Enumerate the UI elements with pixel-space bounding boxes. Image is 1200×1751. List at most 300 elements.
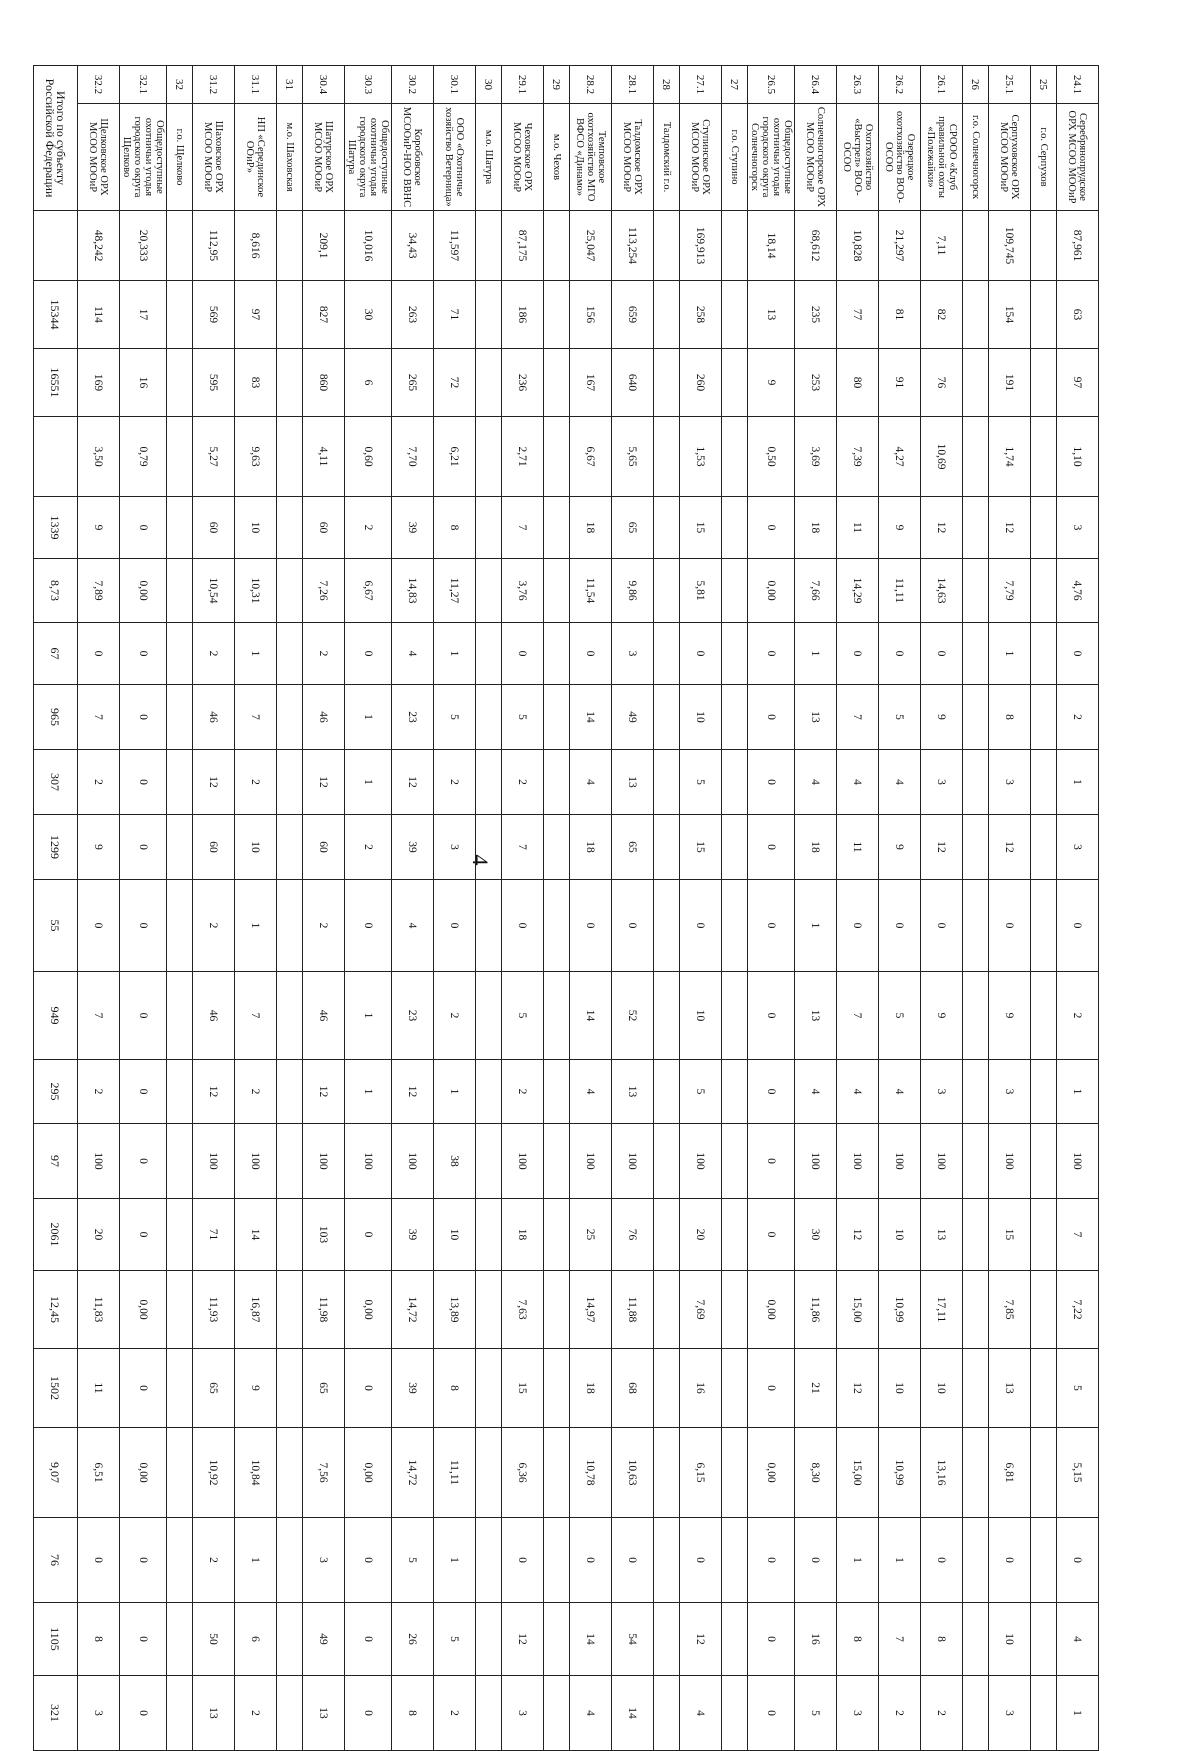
value-cell (277, 972, 303, 1060)
value-cell: 0,00 (345, 1428, 392, 1518)
value-cell: 100 (1057, 1124, 1099, 1199)
value-cell (1031, 497, 1057, 559)
row-name-cell: Охотхозяйство «Выстрел» ВОО-ОСОО (837, 104, 879, 211)
value-cell: 11,27 (434, 559, 476, 623)
value-cell: 0 (921, 880, 963, 972)
value-cell: 5 (434, 685, 476, 750)
value-cell: 0 (120, 1199, 167, 1271)
value-cell: 3 (612, 623, 654, 685)
value-cell (654, 559, 680, 623)
value-cell: 156 (570, 281, 612, 349)
value-cell: 100 (235, 1124, 277, 1199)
value-cell: 6,21 (434, 417, 476, 497)
row-name-cell: Темповское охотхозяйство МГО ВФСО «Динамо» (570, 104, 612, 211)
value-cell (1031, 417, 1057, 497)
value-cell (654, 1603, 680, 1676)
value-cell: 0 (1057, 1518, 1099, 1603)
value-cell: 0,00 (748, 1428, 795, 1518)
value-cell (722, 1271, 748, 1349)
value-cell: 1 (345, 1060, 392, 1124)
value-cell: 4,11 (303, 417, 345, 497)
value-cell: 18,14 (748, 211, 795, 281)
value-cell: 2 (303, 623, 345, 685)
row-name-cell: НП «Серединское ООиР» (235, 104, 277, 211)
value-cell: 10 (680, 685, 722, 750)
value-cell: 12 (989, 815, 1031, 880)
value-cell: 0,00 (120, 1271, 167, 1349)
value-cell (277, 1518, 303, 1603)
row-name-cell: Серебрянопрудское ОРХ МСОО МООиР (1057, 104, 1099, 211)
value-cell: 0 (120, 750, 167, 815)
value-cell (963, 1060, 989, 1124)
value-cell: 46 (303, 685, 345, 750)
value-cell (277, 497, 303, 559)
value-cell: 10 (879, 1349, 921, 1428)
value-cell (963, 1271, 989, 1349)
value-cell: 5,15 (1057, 1428, 1099, 1518)
value-cell: 4 (392, 880, 434, 972)
value-cell: 263 (392, 281, 434, 349)
value-cell (654, 972, 680, 1060)
value-cell: 3 (989, 750, 1031, 815)
total-value-cell: 1339 (34, 497, 78, 559)
value-cell: 0,60 (345, 417, 392, 497)
value-cell: 4 (837, 1060, 879, 1124)
value-cell: 5 (392, 1518, 434, 1603)
value-cell (544, 1124, 570, 1199)
value-cell: 7,70 (392, 417, 434, 497)
value-cell (277, 211, 303, 281)
total-value-cell: 12,45 (34, 1271, 78, 1349)
rotated-table-container (43, 65, 1099, 1722)
value-cell: 12 (193, 750, 235, 815)
value-cell: 82 (921, 281, 963, 349)
value-cell (722, 1349, 748, 1428)
total-value-cell: 55 (34, 880, 78, 972)
value-cell: 10,78 (570, 1428, 612, 1518)
value-cell (167, 1271, 193, 1349)
value-cell: 4 (837, 750, 879, 815)
value-cell (654, 349, 680, 417)
value-cell: 10 (680, 972, 722, 1060)
value-cell: 6,51 (78, 1428, 120, 1518)
value-cell: 68 (612, 1349, 654, 1428)
table-row (1057, 66, 1099, 1751)
value-cell: 77 (837, 281, 879, 349)
value-cell: 97 (1057, 349, 1099, 417)
region-row (476, 66, 502, 1751)
row-number-cell: 28.2 (570, 66, 612, 104)
value-cell (277, 750, 303, 815)
total-value-cell: 321 (34, 1676, 78, 1751)
value-cell: 7 (837, 972, 879, 1060)
table-row (78, 66, 120, 1751)
value-cell (167, 1603, 193, 1676)
value-cell: 209,1 (303, 211, 345, 281)
value-cell: 18 (795, 815, 837, 880)
value-cell (167, 1060, 193, 1124)
value-cell: 5 (502, 972, 544, 1060)
value-cell (722, 211, 748, 281)
value-cell: 12 (392, 750, 434, 815)
value-cell: 10,54 (193, 559, 235, 623)
value-cell (654, 815, 680, 880)
value-cell: 0 (120, 1603, 167, 1676)
value-cell: 21,297 (879, 211, 921, 281)
value-cell: 9 (921, 972, 963, 1060)
row-number-cell: 26.4 (795, 66, 837, 104)
value-cell: 0,00 (748, 559, 795, 623)
value-cell: 7,39 (837, 417, 879, 497)
value-cell: 15,00 (837, 1271, 879, 1349)
value-cell (1031, 1271, 1057, 1349)
row-number-cell: 32.1 (120, 66, 167, 104)
value-cell: 2 (879, 1676, 921, 1751)
value-cell: 3 (989, 1060, 1031, 1124)
value-cell: 2 (921, 1676, 963, 1751)
value-cell: 34,43 (392, 211, 434, 281)
value-cell: 14 (235, 1199, 277, 1271)
value-cell (167, 559, 193, 623)
value-cell (544, 750, 570, 815)
value-cell (722, 1060, 748, 1124)
value-cell (277, 1676, 303, 1751)
value-cell: 1 (345, 750, 392, 815)
value-cell: 14 (570, 685, 612, 750)
value-cell: 14,72 (392, 1271, 434, 1349)
value-cell: 11,597 (434, 211, 476, 281)
value-cell (277, 349, 303, 417)
value-cell (544, 815, 570, 880)
value-cell: 1,74 (989, 417, 1031, 497)
value-cell: 7 (837, 685, 879, 750)
total-value-cell: 8,73 (34, 559, 78, 623)
value-cell: 7 (78, 972, 120, 1060)
value-cell: 109,745 (989, 211, 1031, 281)
value-cell: 12 (303, 1060, 345, 1124)
value-cell (654, 623, 680, 685)
value-cell: 10 (235, 497, 277, 559)
value-cell: 169 (78, 349, 120, 417)
value-cell: 9,86 (612, 559, 654, 623)
value-cell: 12 (680, 1603, 722, 1676)
value-cell: 12 (921, 497, 963, 559)
value-cell: 39 (392, 497, 434, 559)
value-cell (544, 1060, 570, 1124)
value-cell: 1 (345, 972, 392, 1060)
value-cell: 5 (680, 1060, 722, 1124)
value-cell: 7,85 (989, 1271, 1031, 1349)
value-cell: 0 (612, 880, 654, 972)
value-cell: 113,254 (612, 211, 654, 281)
value-cell: 5,81 (680, 559, 722, 623)
value-cell (1031, 1060, 1057, 1124)
value-cell (1031, 880, 1057, 972)
value-cell: 0 (120, 685, 167, 750)
table-row (570, 66, 612, 1751)
value-cell (167, 349, 193, 417)
value-cell: 16 (680, 1349, 722, 1428)
value-cell: 0,50 (748, 417, 795, 497)
value-cell: 0,00 (345, 1271, 392, 1349)
value-cell: 8,30 (795, 1428, 837, 1518)
value-cell: 68,612 (795, 211, 837, 281)
value-cell: 103 (303, 1199, 345, 1271)
value-cell: 253 (795, 349, 837, 417)
value-cell: 860 (303, 349, 345, 417)
total-value-cell (34, 417, 78, 497)
value-cell (544, 1603, 570, 1676)
value-cell: 1 (879, 1518, 921, 1603)
value-cell (476, 1199, 502, 1271)
value-cell: 25 (570, 1199, 612, 1271)
value-cell: 9 (879, 815, 921, 880)
row-name-cell: м.о. Чехов (544, 104, 570, 211)
value-cell: 10,69 (921, 417, 963, 497)
value-cell (654, 1518, 680, 1603)
row-name-cell: ООО «Охотничье хозяйство Ветерница» (434, 104, 476, 211)
value-cell (277, 623, 303, 685)
value-cell: 3 (303, 1518, 345, 1603)
total-value-cell (34, 211, 78, 281)
table-row (795, 66, 837, 1751)
value-cell: 14,83 (392, 559, 434, 623)
value-cell: 0 (570, 1518, 612, 1603)
value-cell: 12 (303, 750, 345, 815)
value-cell: 21 (795, 1349, 837, 1428)
value-cell: 30 (345, 281, 392, 349)
value-cell: 11,98 (303, 1271, 345, 1349)
value-cell: 0 (502, 880, 544, 972)
value-cell (654, 417, 680, 497)
value-cell: 100 (392, 1124, 434, 1199)
value-cell: 7,69 (680, 1271, 722, 1349)
value-cell: 46 (193, 685, 235, 750)
value-cell: 0 (1057, 880, 1099, 972)
value-cell: 1 (989, 623, 1031, 685)
value-cell: 14 (570, 972, 612, 1060)
row-number-cell: 29.1 (502, 66, 544, 104)
value-cell: 569 (193, 281, 235, 349)
value-cell: 11,54 (570, 559, 612, 623)
value-cell: 65 (193, 1349, 235, 1428)
row-number-cell: 30.3 (345, 66, 392, 104)
value-cell (476, 417, 502, 497)
value-cell (476, 1518, 502, 1603)
row-number-cell: 30.2 (392, 66, 434, 104)
value-cell: 0 (502, 1518, 544, 1603)
value-cell (277, 880, 303, 972)
value-cell: 7,66 (795, 559, 837, 623)
page-number: 4 (468, 854, 493, 866)
value-cell: 0 (680, 880, 722, 972)
value-cell (476, 1676, 502, 1751)
value-cell: 0 (345, 1199, 392, 1271)
value-cell: 14,63 (921, 559, 963, 623)
value-cell: 0 (921, 623, 963, 685)
value-cell (1031, 1199, 1057, 1271)
value-cell: 13 (989, 1349, 1031, 1428)
value-cell (1031, 1676, 1057, 1751)
value-cell: 0 (748, 972, 795, 1060)
value-cell: 100 (837, 1124, 879, 1199)
value-cell: 7 (78, 685, 120, 750)
value-cell: 10,828 (837, 211, 879, 281)
row-number-cell: 30.1 (434, 66, 476, 104)
value-cell: 7 (235, 972, 277, 1060)
value-cell: 12 (989, 497, 1031, 559)
value-cell (722, 750, 748, 815)
value-cell: 60 (303, 815, 345, 880)
row-number-cell: 27 (722, 66, 748, 104)
row-name-cell: г.о. Серпухов (1031, 104, 1057, 211)
value-cell (544, 281, 570, 349)
value-cell: 0 (120, 623, 167, 685)
value-cell: 81 (879, 281, 921, 349)
value-cell (654, 685, 680, 750)
value-cell (1031, 1518, 1057, 1603)
value-cell: 71 (193, 1199, 235, 1271)
value-cell (277, 1271, 303, 1349)
row-name-cell: Ступинское ОРХ МСОО МООиР (680, 104, 722, 211)
table-row (680, 66, 722, 1751)
value-cell: 0 (748, 1603, 795, 1676)
value-cell: 0 (120, 815, 167, 880)
value-cell: 13 (193, 1676, 235, 1751)
value-cell: 0 (434, 880, 476, 972)
value-cell: 236 (502, 349, 544, 417)
value-cell: 595 (193, 349, 235, 417)
value-cell (1031, 623, 1057, 685)
table-row (989, 66, 1031, 1751)
value-cell: 1 (837, 1518, 879, 1603)
value-cell: 659 (612, 281, 654, 349)
value-cell: 100 (795, 1124, 837, 1199)
value-cell (963, 349, 989, 417)
value-cell: 0 (345, 623, 392, 685)
value-cell: 18 (570, 815, 612, 880)
value-cell: 8 (434, 497, 476, 559)
value-cell: 827 (303, 281, 345, 349)
row-number-cell: 32 (167, 66, 193, 104)
region-row (544, 66, 570, 1751)
value-cell (963, 497, 989, 559)
value-cell: 13 (795, 685, 837, 750)
value-cell: 0 (570, 880, 612, 972)
value-cell (654, 1428, 680, 1518)
value-cell (476, 1271, 502, 1349)
total-value-cell: 295 (34, 1060, 78, 1124)
row-name-cell: Серпуховское ОРХ МСОО МООиР (989, 104, 1031, 211)
value-cell: 2 (235, 750, 277, 815)
value-cell: 10 (989, 1603, 1031, 1676)
value-cell (1031, 1349, 1057, 1428)
value-cell: 17 (120, 281, 167, 349)
total-value-cell: 9,07 (34, 1428, 78, 1518)
value-cell: 46 (303, 972, 345, 1060)
row-number-cell: 27.1 (680, 66, 722, 104)
value-cell: 0 (570, 623, 612, 685)
total-value-cell: 16551 (34, 349, 78, 417)
value-cell: 0 (120, 1676, 167, 1751)
value-cell: 2 (235, 1060, 277, 1124)
value-cell: 48,242 (78, 211, 120, 281)
value-cell (963, 1428, 989, 1518)
value-cell: 5 (434, 1603, 476, 1676)
value-cell: 1,10 (1057, 417, 1099, 497)
value-cell (544, 417, 570, 497)
value-cell: 0 (837, 623, 879, 685)
value-cell (167, 685, 193, 750)
value-cell: 26 (392, 1603, 434, 1676)
value-cell: 0 (680, 623, 722, 685)
value-cell (963, 559, 989, 623)
value-cell (722, 972, 748, 1060)
total-value-cell: 97 (34, 1124, 78, 1199)
value-cell: 76 (612, 1199, 654, 1271)
value-cell: 11,93 (193, 1271, 235, 1349)
value-cell: 7 (235, 685, 277, 750)
value-cell: 13 (612, 1060, 654, 1124)
value-cell: 54 (612, 1603, 654, 1676)
total-value-cell: 1502 (34, 1349, 78, 1428)
value-cell (277, 1349, 303, 1428)
value-cell: 0 (748, 815, 795, 880)
value-cell: 0 (879, 623, 921, 685)
value-cell: 4 (795, 750, 837, 815)
value-cell: 0 (345, 1349, 392, 1428)
table-row (235, 66, 277, 1751)
value-cell: 2 (434, 972, 476, 1060)
value-cell: 0 (345, 1518, 392, 1603)
value-cell: 25,047 (570, 211, 612, 281)
value-cell: 8 (921, 1603, 963, 1676)
value-cell: 3,76 (502, 559, 544, 623)
row-number-cell: 31 (277, 66, 303, 104)
value-cell: 6,36 (502, 1428, 544, 1518)
value-cell (544, 972, 570, 1060)
value-cell (654, 880, 680, 972)
value-cell: 97 (235, 281, 277, 349)
value-cell: 20 (78, 1199, 120, 1271)
value-cell: 10 (921, 1349, 963, 1428)
value-cell: 4 (570, 750, 612, 815)
row-name-cell: Солнечногорское ОРХ МСОО МООиР (795, 104, 837, 211)
value-cell: 60 (303, 497, 345, 559)
value-cell: 1 (434, 1060, 476, 1124)
table-row (193, 66, 235, 1751)
value-cell: 3 (1057, 815, 1099, 880)
value-cell: 0,00 (120, 559, 167, 623)
row-name-cell: Чеховское ОРХ МСОО МООиР (502, 104, 544, 211)
value-cell: 0 (120, 1124, 167, 1199)
value-cell: 4,27 (879, 417, 921, 497)
row-name-cell: Общедоступные охотничьи угодья городского округа Щелково (120, 104, 167, 211)
row-name-cell: Шатурское ОРХ МСОО МООиР (303, 104, 345, 211)
value-cell: 13 (612, 750, 654, 815)
value-cell: 87,175 (502, 211, 544, 281)
value-cell: 8 (392, 1676, 434, 1751)
value-cell (1031, 815, 1057, 880)
value-cell (1031, 281, 1057, 349)
value-cell (167, 497, 193, 559)
value-cell: 100 (570, 1124, 612, 1199)
value-cell (963, 685, 989, 750)
value-cell (277, 1124, 303, 1199)
total-value-cell: 1299 (34, 815, 78, 880)
value-cell: 13 (921, 1199, 963, 1271)
value-cell (544, 1676, 570, 1751)
